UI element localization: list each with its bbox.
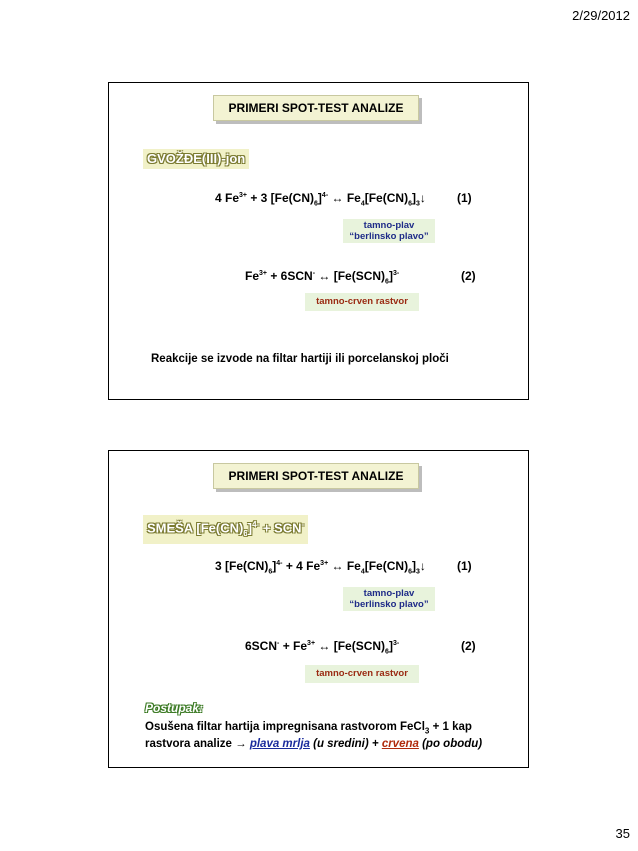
- procedure-line-1: Osušena filtar hartija impregnisana rastvorom FeCl$_3$ + 1 kap: [145, 721, 472, 736]
- slide-smesa: [108, 450, 529, 768]
- slide-title: PRIMERI SPOT-TEST ANALIZE: [213, 95, 419, 121]
- equation-2-number: (2): [461, 639, 476, 653]
- print-date: 2/29/2012: [572, 8, 630, 23]
- equation-1: 4 $Fe^{3+} + 3$ $[Fe(CN)_6]^{4-}$ ↔ $Fe_4[Fe(CN)_6]_3↓$: [215, 191, 426, 208]
- note-tamno-crven: tamno-crven rastvor: [305, 293, 419, 311]
- postupak-label: Postupak:: [145, 701, 204, 715]
- note-berlinsko-plavo: tamno-plav “berlinsko plavo”: [343, 219, 435, 243]
- equation-2: $Fe^{3+} + 6SCN^-$ ↔ $[Fe(SCN)_6]^{3-}$: [245, 269, 400, 286]
- equation-2: $6SCN^- + Fe^{3+}$ ↔ $[Fe(SCN)_6]^{3-}$: [245, 639, 400, 656]
- equation-2-number: (2): [461, 269, 476, 283]
- slide-gvozdje: [108, 82, 529, 400]
- procedure-line-2: rastvora analize → plava mrlja (u sredini) + crvena (po obodu): [145, 738, 483, 750]
- slide-footer-text: Reakcije se izvode na filtar hartiji ili porcelanskoj ploči: [151, 353, 449, 365]
- equation-1: 3 $[Fe(CN)_6]^{4-} + 4$ $Fe^{3+}$ ↔ $Fe_4[Fe(CN)_6]_3↓$: [215, 559, 426, 576]
- ion-label: GVOŽĐE(III)-jon: [143, 149, 249, 169]
- note-berlinsko-plavo: tamno-plav “berlinsko plavo”: [343, 587, 435, 611]
- slide-title: PRIMERI SPOT-TEST ANALIZE: [213, 463, 419, 489]
- note-tamno-crven: tamno-crven rastvor: [305, 665, 419, 683]
- equation-1-number: (1): [457, 559, 472, 573]
- mixture-label: SMEŠA $[Fe(CN)_6]^{4-} + SCN^-$: [143, 515, 308, 544]
- page-number: 35: [615, 826, 630, 841]
- equation-1-number: (1): [457, 191, 472, 205]
